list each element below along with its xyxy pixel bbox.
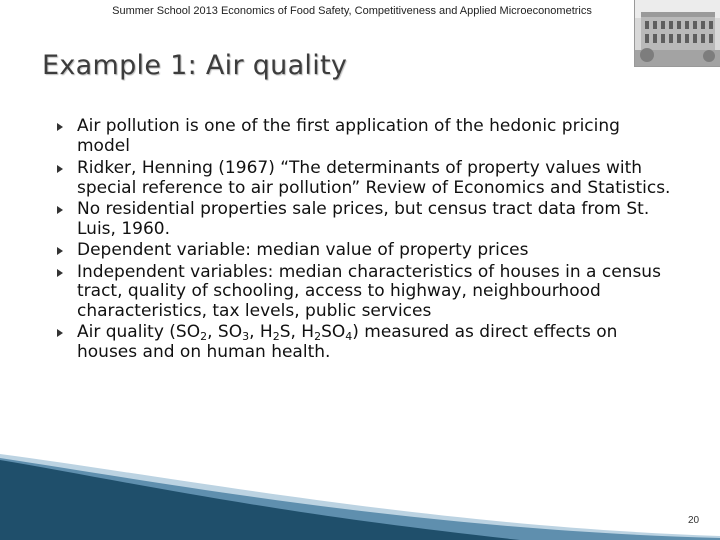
bullet-text: No residential properties sale prices, but census tract data from St. Luis, 1960. [77,199,650,239]
subscript: 2 [272,330,280,343]
bullet-text: Air pollution is one of the first application of the hedonic pricing model [77,116,620,156]
slide-title: Example 1: Air quality [42,50,348,81]
bullet-list [54,117,674,362]
bullet-text: Dependent variable: median value of property prices [77,240,529,260]
header-text: Summer School 2013 Economics of Food Safety, Competitiveness and Applied Microeconometrics [112,5,592,17]
bullet-item [54,241,674,261]
triangle-right-icon [57,329,63,337]
bullet-item [54,117,674,156]
text-fragment: SO [321,322,346,342]
subscript: 4 [345,330,353,343]
bullet-text: Ridker, Henning (1967) “The determinants of property values with special reference to air pollution” Review of Economics and Statistics. [77,158,671,198]
bullet-item [54,200,674,239]
triangle-right-icon [57,123,63,131]
page-number: 20 [688,515,700,526]
text-fragment: Air quality (SO [77,322,201,342]
bullet-item [54,263,674,322]
triangle-right-icon [57,269,63,277]
bullet-item [54,159,674,198]
triangle-right-icon [57,165,63,173]
bullet-item [54,323,674,362]
text-fragment: , SO [207,322,243,342]
bullet-text [77,322,617,362]
text-fragment: S, H [279,322,315,342]
text-fragment: , H [249,322,273,342]
decorative-swoosh [0,450,720,540]
subscript: 2 [314,330,322,343]
subscript: 3 [242,330,250,343]
bullet-text: Independent variables: median characteristics of houses in a census tract, quality of schooling, access to highway, neighbourhood characteristics, tax levels, public services [77,261,661,321]
triangle-right-icon [57,247,63,255]
subscript: 2 [200,330,208,343]
triangle-right-icon [57,206,63,214]
header-photo [634,0,720,67]
text-fragment: ) measured as direct effects on houses and on human health. [77,322,618,362]
